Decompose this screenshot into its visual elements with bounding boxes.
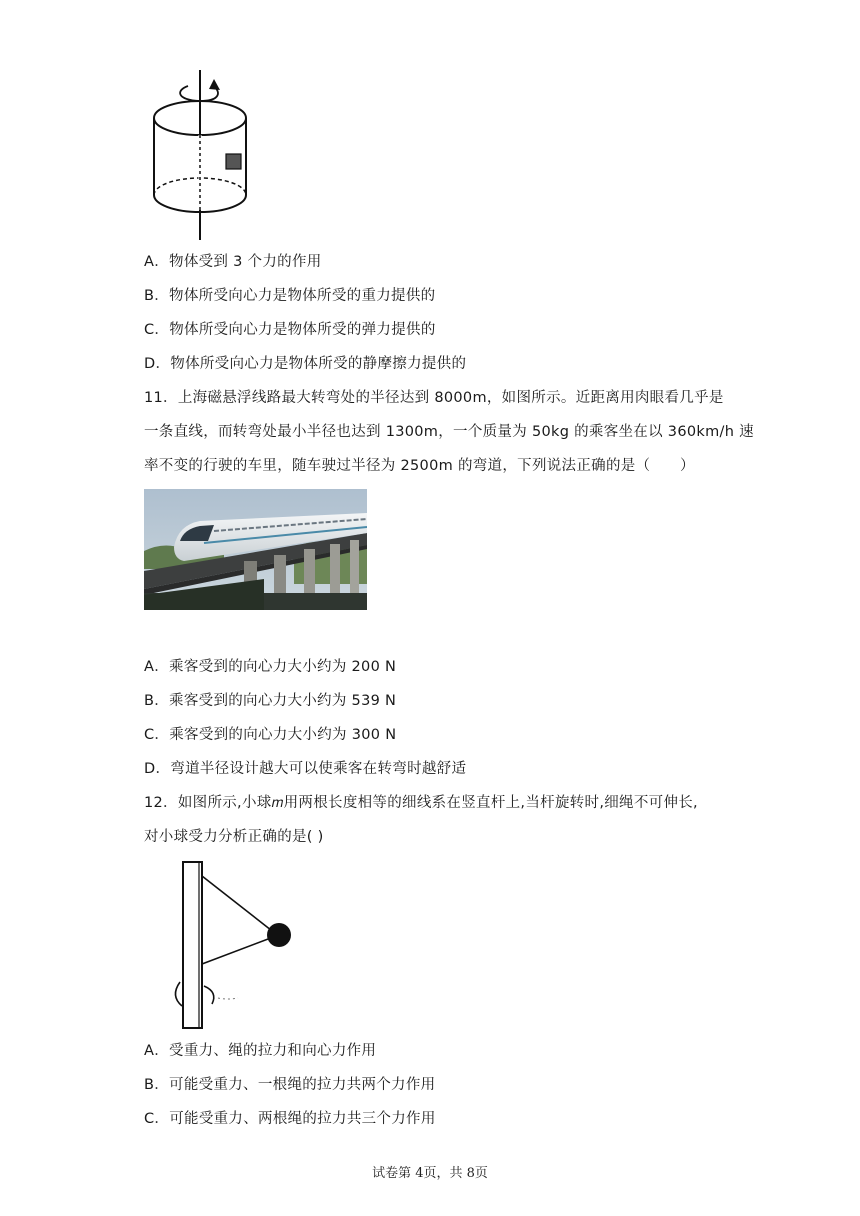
- q10-option-b: B．物体所受向心力是物体所受的重力提供的: [144, 288, 436, 304]
- cylinder-figure: [148, 70, 252, 240]
- q11-stem-line-2: 一条直线，而转弯处最小半径也达到 1300m，一个质量为 50kg 的乘客坐在以 360km/h 速: [144, 424, 754, 440]
- q11-option-d: D．弯道半径设计越大可以使乘客在转弯时越舒适: [144, 761, 467, 777]
- q11-option-a: A．乘客受到的向心力大小约为 200 N: [144, 659, 397, 675]
- q10-option-c: C．物体所受向心力是物体所受的弹力提供的: [144, 322, 436, 338]
- pole-ball-figure: [166, 860, 296, 1030]
- q11-option-c: C．乘客受到的向心力大小约为 300 N: [144, 727, 397, 743]
- q10-option-a: A．物体受到 3 个力的作用: [144, 254, 322, 270]
- q11-stem-line-3: 率不变的行驶的车里，随车驶过半径为 2500m 的弯道，下列说法正确的是（ ）: [144, 458, 695, 474]
- page-footer: 试卷第 4页，共 8页: [372, 1166, 488, 1181]
- q11-option-b: B．乘客受到的向心力大小约为 539 N: [144, 693, 397, 709]
- q12-option-b: B．可能受重力、一根绳的拉力共两个力作用: [144, 1077, 436, 1093]
- maglev-train-photo: [144, 489, 367, 610]
- q10-option-d: D．物体所受向心力是物体所受的静摩擦力提供的: [144, 356, 467, 372]
- q12-option-a: A．受重力、绳的拉力和向心力作用: [144, 1043, 377, 1059]
- q12-stem-line-2: 对小球受力分析正确的是( ): [144, 829, 324, 845]
- q11-stem-line-1: 11．上海磁悬浮线路最大转弯处的半径达到 8000m，如图所示。近距离用肉眼看几乎是: [144, 390, 724, 406]
- q12-stem-line-1: 12．如图所示,小球𝑚用两根长度相等的细线系在竖直杆上,当杆旋转时,细绳不可伸长,: [144, 795, 698, 811]
- q12-option-c: C．可能受重力、两根绳的拉力共三个力作用: [144, 1111, 436, 1127]
